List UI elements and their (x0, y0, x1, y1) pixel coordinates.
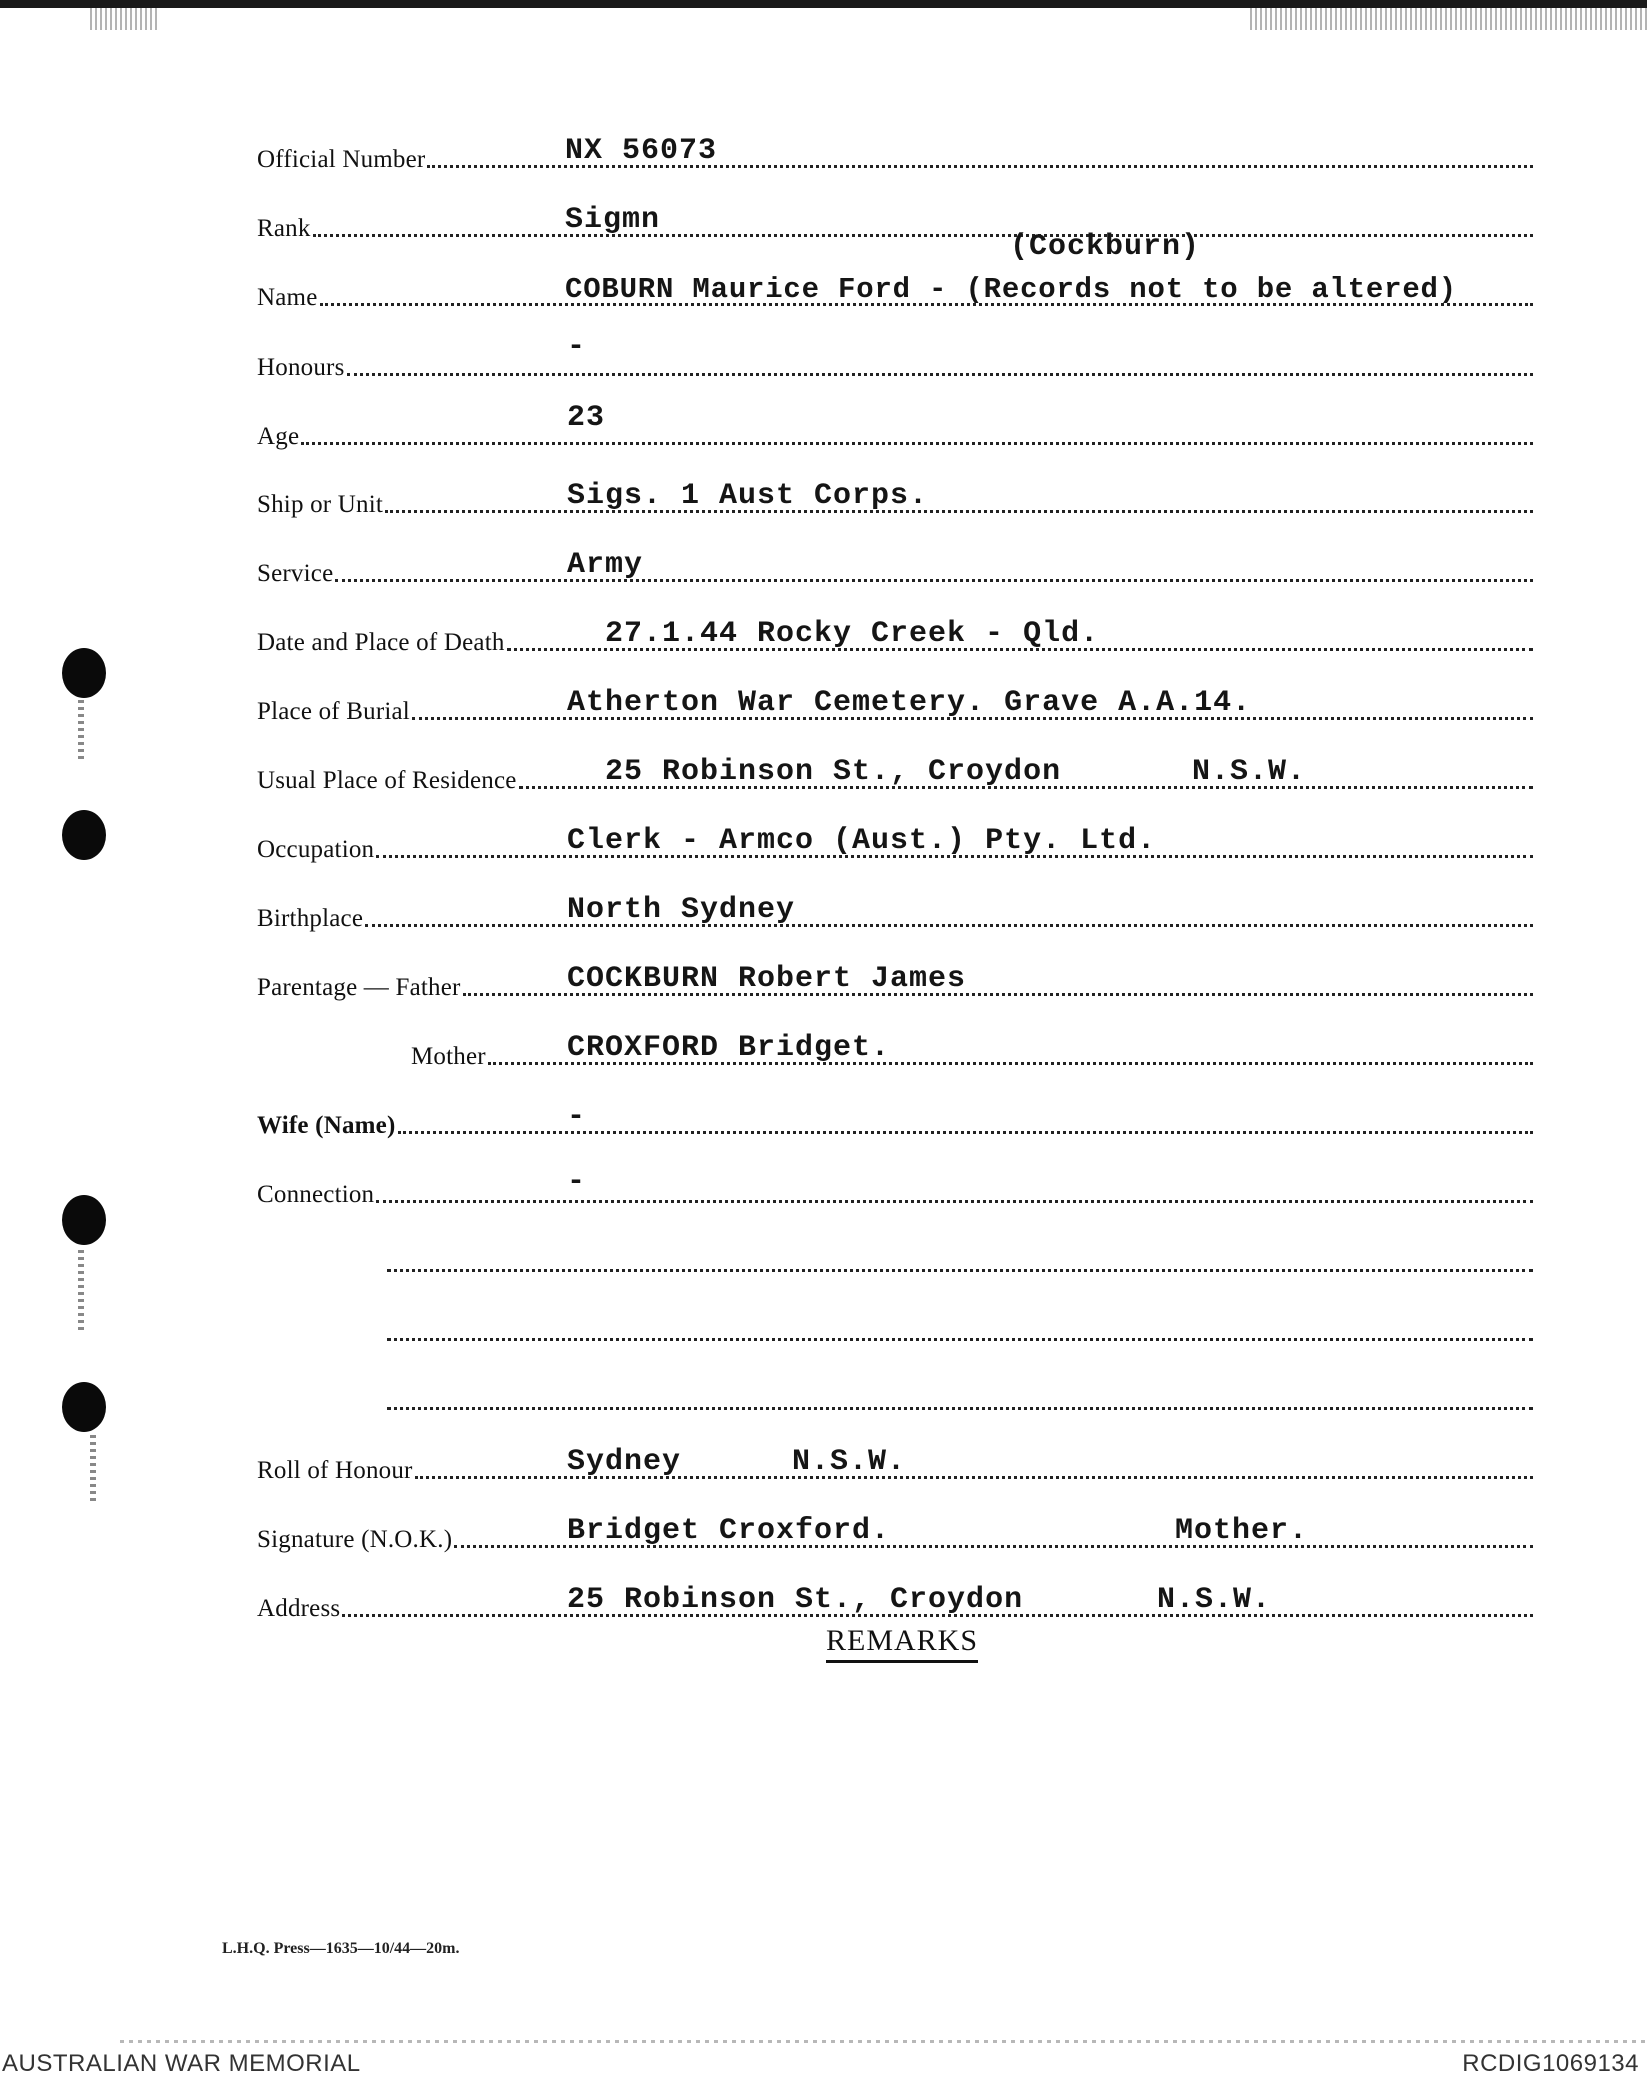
field-address (257, 1579, 1533, 1625)
field-place-of-burial (257, 682, 1533, 728)
field-rank (257, 199, 1533, 245)
scan-top-edge (0, 0, 1647, 8)
value-ship-or-unit: Sigs. 1 Aust Corps. (567, 479, 929, 513)
value-date-place-of-death: 27.1.44 Rocky Creek - Qld. (605, 617, 1100, 651)
value-honours: - (567, 330, 587, 364)
field-connection (257, 1165, 1533, 1211)
label-signature: Signature (N.O.K.) (257, 1526, 453, 1553)
value-official-number: NX 56073 (565, 134, 718, 168)
label-name: Name (257, 284, 318, 311)
field-roll-of-honour (257, 1441, 1533, 1487)
dotted-leader (347, 373, 1533, 376)
punch-hole-shadow (78, 1250, 84, 1330)
dotted-leader (335, 579, 1533, 582)
scan-noise (1250, 8, 1647, 30)
value-signature-relation: Mother. (1175, 1514, 1309, 1548)
value-usual-residence-state: N.S.W. (1192, 755, 1307, 789)
field-occupation (257, 820, 1533, 866)
value-rank: Sigmn (565, 203, 661, 237)
value-connection: - (567, 1165, 587, 1199)
label-place-of-burial: Place of Burial (257, 698, 410, 725)
label-wife: Wife (Name) (257, 1112, 396, 1139)
dotted-leader (376, 1200, 1533, 1203)
label-address: Address (257, 1595, 341, 1622)
blank-line (257, 1234, 1533, 1280)
field-ship-or-unit (257, 475, 1533, 521)
name-annotation: (Cockburn) (1010, 230, 1201, 264)
value-usual-residence: 25 Robinson St., Croydon (605, 755, 1062, 789)
punch-hole (62, 1382, 106, 1432)
value-age: 23 (567, 401, 606, 435)
footer-record-id: RCDIG1069134 (1462, 2050, 1639, 2077)
label-connection: Connection (257, 1181, 375, 1208)
value-roll-of-honour-state: N.S.W. (792, 1445, 907, 1479)
field-age (257, 401, 1533, 453)
punch-hole-shadow (78, 700, 84, 760)
field-honours (257, 330, 1533, 384)
remarks-heading: REMARKS (826, 1624, 978, 1663)
value-roll-of-honour: Sydney (567, 1445, 682, 1479)
label-service: Service (257, 560, 334, 587)
dotted-leader (365, 924, 1533, 927)
value-address-state: N.S.W. (1157, 1583, 1272, 1617)
field-official-number (257, 130, 1533, 176)
value-father: COCKBURN Robert James (567, 962, 967, 996)
footer-institution: AUSTRALIAN WAR MEMORIAL (2, 2050, 361, 2077)
field-signature (257, 1510, 1533, 1556)
value-mother: CROXFORD Bridget. (567, 1031, 891, 1065)
scan-noise (90, 8, 160, 30)
scan-bottom-edge (120, 2040, 1647, 2043)
printer-note: L.H.Q. Press—1635—10/44—20m. (222, 1940, 460, 1957)
dotted-leader (385, 510, 1533, 513)
label-date-place-of-death: Date and Place of Death (257, 629, 505, 656)
value-place-of-burial: Atherton War Cemetery. Grave A.A.14. (567, 686, 1252, 720)
punch-hole (62, 648, 106, 698)
field-usual-residence (257, 751, 1533, 797)
label-honours: Honours (257, 354, 345, 381)
value-service: Army (567, 548, 644, 582)
dotted-leader (387, 1407, 1533, 1410)
value-name: COBURN Maurice Ford - (Records not to be altered) (565, 273, 1457, 306)
blank-line (257, 1372, 1533, 1418)
value-occupation: Clerk - Armco (Aust.) Pty. Ltd. (567, 824, 1157, 858)
field-father (257, 958, 1533, 1004)
punch-hole (62, 1195, 106, 1245)
punch-hole (62, 810, 106, 860)
label-mother: Mother (411, 1043, 486, 1070)
punch-hole-shadow (90, 1435, 96, 1505)
field-wife (257, 1096, 1533, 1142)
value-birthplace: North Sydney (567, 893, 796, 927)
field-service (257, 544, 1533, 590)
field-birthplace (257, 889, 1533, 935)
label-rank: Rank (257, 215, 311, 242)
label-occupation: Occupation (257, 836, 375, 863)
value-address: 25 Robinson St., Croydon (567, 1583, 1024, 1617)
dotted-leader (313, 234, 1533, 237)
value-wife: - (567, 1100, 587, 1134)
label-age: Age (257, 423, 300, 450)
field-date-place-of-death (257, 613, 1533, 659)
label-official-number: Official Number (257, 146, 426, 173)
value-signature: Bridget Croxford. (567, 1514, 891, 1548)
blank-line (257, 1303, 1533, 1349)
label-father: Parentage — Father (257, 974, 461, 1001)
field-name (257, 268, 1533, 314)
label-usual-residence: Usual Place of Residence (257, 767, 517, 794)
label-ship-or-unit: Ship or Unit (257, 491, 384, 518)
dotted-leader (387, 1338, 1533, 1341)
dotted-leader (301, 442, 1533, 445)
field-mother (257, 1027, 1533, 1073)
label-birthplace: Birthplace (257, 905, 364, 932)
label-roll-of-honour: Roll of Honour (257, 1457, 413, 1484)
dotted-leader (387, 1269, 1533, 1272)
